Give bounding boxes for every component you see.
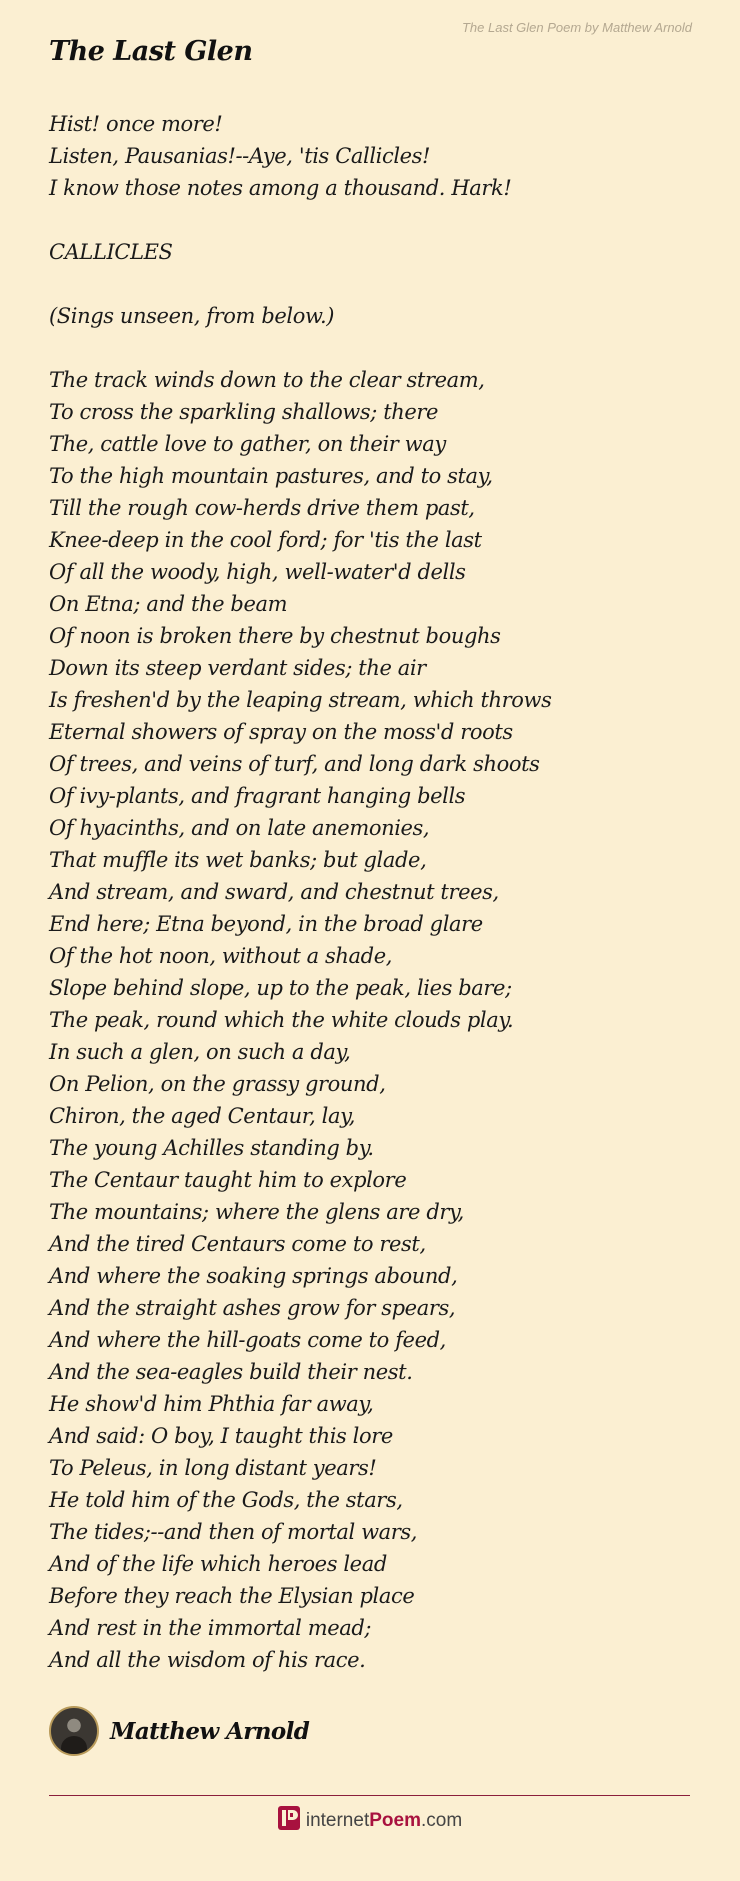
poem-line: Is freshen'd by the leaping stream, which throws xyxy=(49,688,552,712)
author-avatar[interactable] xyxy=(49,1706,99,1756)
poem-line: End here; Etna beyond, in the broad glare xyxy=(49,912,483,936)
poem-line: Of the hot noon, without a shade, xyxy=(49,944,393,968)
poem-credit: The Last Glen Poem by Matthew Arnold xyxy=(461,20,692,35)
poem-line: Of ivy-plants, and fragrant hanging bells xyxy=(49,784,466,808)
poem-line: That muffle its wet banks; but glade, xyxy=(49,848,427,872)
poem-line: He told him of the Gods, the stars, xyxy=(49,1488,403,1512)
poem-line: And rest in the immortal mead; xyxy=(49,1616,372,1640)
poem-line: Of noon is broken there by chestnut boughs xyxy=(49,624,501,648)
poem-line: Knee-deep in the cool ford; for 'tis the last xyxy=(49,528,482,552)
poem-line: Hist! once more! xyxy=(49,112,223,136)
poem-line: And stream, and sward, and chestnut trees, xyxy=(49,880,499,904)
poem-line: The mountains; where the glens are dry, xyxy=(49,1200,464,1224)
poem-line: Eternal showers of spray on the moss'd roots xyxy=(49,720,513,744)
poem-line: Chiron, the aged Centaur, lay, xyxy=(49,1104,356,1128)
author-name[interactable]: Matthew Arnold xyxy=(110,1717,310,1745)
stanza-gap xyxy=(49,204,552,236)
poem-line: Slope behind slope, up to the peak, lies bare; xyxy=(49,976,512,1000)
poem-line: And the tired Centaurs come to rest, xyxy=(49,1232,426,1256)
poem-line: He show'd him Phthia far away, xyxy=(49,1392,374,1416)
poem-line: And of the life which heroes lead xyxy=(49,1552,387,1576)
poem-line: I know those notes among a thousand. Hark! xyxy=(49,176,512,200)
poem-line: Of hyacinths, and on late anemonies, xyxy=(49,816,430,840)
poem-line: The young Achilles standing by. xyxy=(49,1136,374,1160)
poem-line: The tides;--and then of mortal wars, xyxy=(49,1520,418,1544)
poem-line: And the sea-eagles build their nest. xyxy=(49,1360,413,1384)
poem-line: And all the wisdom of his race. xyxy=(49,1648,366,1672)
poem-line: The Centaur taught him to explore xyxy=(49,1168,407,1192)
poem-line: CALLICLES xyxy=(49,240,173,264)
logo-text-com: .com xyxy=(420,1810,463,1831)
poem-body xyxy=(49,108,552,1676)
stanza-gap xyxy=(49,332,552,364)
poem-line: The peak, round which the white clouds play. xyxy=(49,1008,514,1032)
author-block[interactable] xyxy=(49,1706,309,1756)
poem-line: To cross the sparkling shallows; there xyxy=(49,400,439,424)
poem-line: Before they reach the Elysian place xyxy=(49,1584,415,1608)
poem-line: The track winds down to the clear stream, xyxy=(49,368,485,392)
poem-line: And where the hill-goats come to feed, xyxy=(49,1328,446,1352)
poem-line: Till the rough cow-herds drive them past, xyxy=(49,496,475,520)
poem-line: To Peleus, in long distant years! xyxy=(49,1456,377,1480)
poem-line: In such a glen, on such a day, xyxy=(49,1040,351,1064)
poem-line: On Etna; and the beam xyxy=(49,592,288,616)
poem-title: The Last Glen xyxy=(49,36,253,67)
poem-line: Of all the woody, high, well-water'd dells xyxy=(49,560,466,584)
poem-line: Down its steep verdant sides; the air xyxy=(49,656,426,680)
logo-text-poem: Poem xyxy=(369,1810,421,1831)
poem-line: Listen, Pausanias!--Aye, 'tis Callicles! xyxy=(49,144,431,168)
logo-text-internet: internet xyxy=(305,1810,370,1831)
internetpoem-logo-icon xyxy=(278,1806,300,1836)
site-logo[interactable] xyxy=(0,1806,740,1836)
poem-line: (Sings unseen, from below.) xyxy=(49,304,335,328)
poem-line: And the straight ashes grow for spears, xyxy=(49,1296,456,1320)
footer-divider xyxy=(49,1795,690,1796)
poem-line: On Pelion, on the grassy ground, xyxy=(49,1072,386,1096)
poem-line: And said: O boy, I taught this lore xyxy=(49,1424,393,1448)
poem-line: The, cattle love to gather, on their way xyxy=(49,432,446,456)
poem-line: Of trees, and veins of turf, and long dark shoots xyxy=(49,752,540,776)
poem-line: To the high mountain pastures, and to stay, xyxy=(49,464,493,488)
stanza-gap xyxy=(49,268,552,300)
poem-line: And where the soaking springs abound, xyxy=(49,1264,458,1288)
